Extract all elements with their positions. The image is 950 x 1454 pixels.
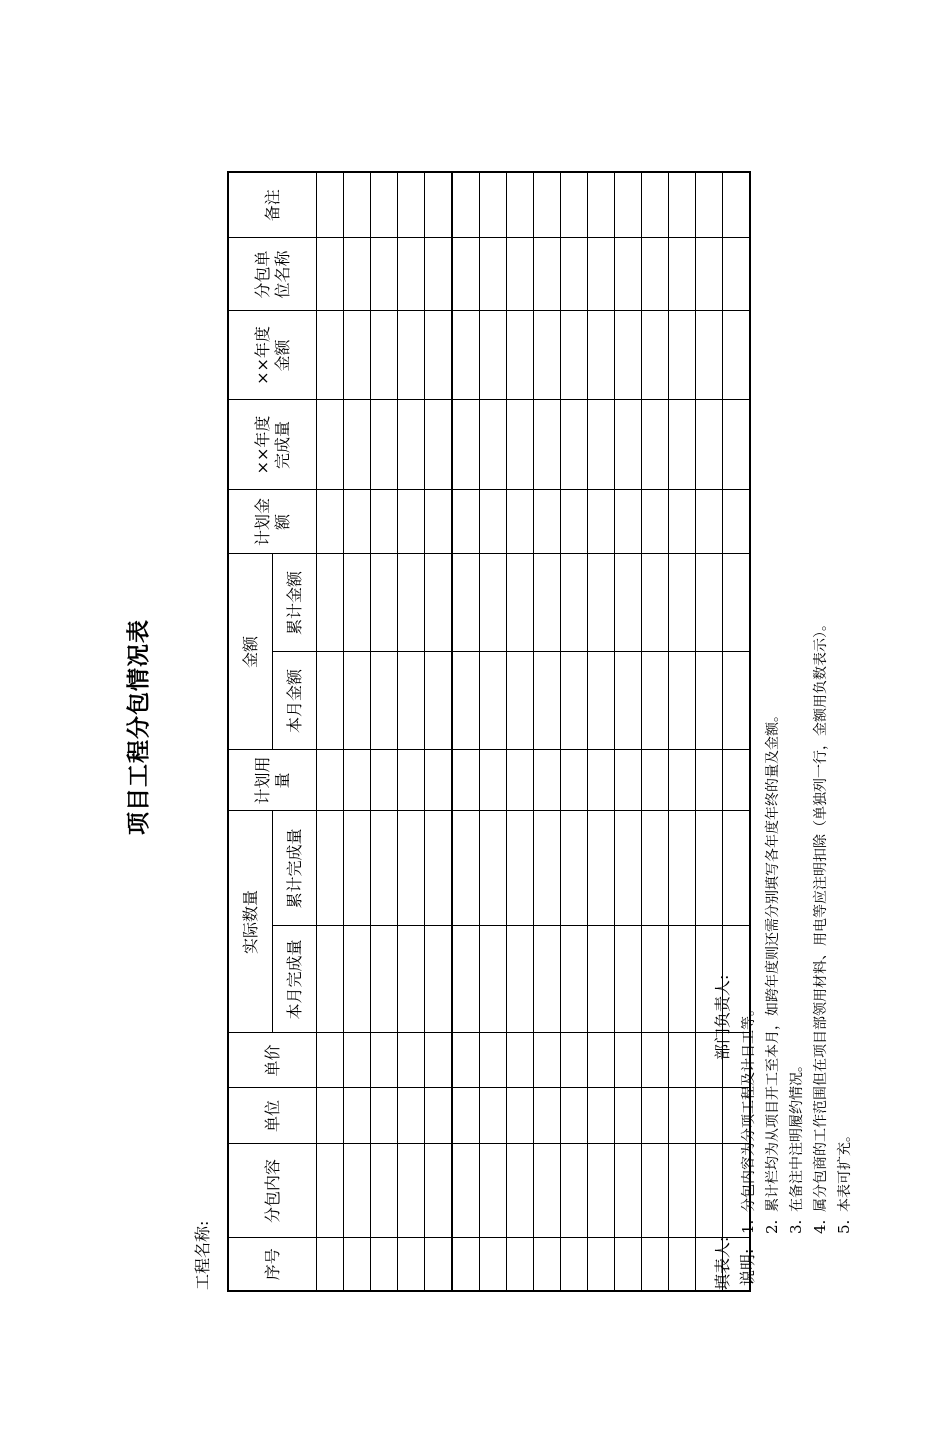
table-cell (452, 926, 480, 1033)
table-cell (642, 1144, 669, 1238)
table-cell (398, 1238, 425, 1291)
table-cell (588, 1088, 615, 1144)
table-cell (642, 1088, 669, 1144)
table-cell (452, 652, 480, 750)
table-row (615, 172, 642, 1291)
table-cell (317, 811, 344, 926)
table-cell (588, 1144, 615, 1238)
table-cell (398, 1033, 425, 1088)
table-cell (371, 238, 398, 311)
table-cell (561, 400, 588, 490)
table-cell (561, 1144, 588, 1238)
table-cell (398, 926, 425, 1033)
table-cell (669, 1033, 696, 1088)
table-cell (534, 172, 561, 238)
note-number: 2. (763, 1219, 781, 1234)
table-cell (642, 926, 669, 1033)
table-cell (425, 172, 453, 238)
table-cell (534, 926, 561, 1033)
header-cum-done: 累计完成量 (273, 811, 317, 926)
table-cell (669, 311, 696, 400)
table-cell (561, 554, 588, 652)
table-row (561, 172, 588, 1291)
table-cell (425, 400, 453, 490)
table-cell (480, 554, 507, 652)
table-cell (723, 490, 751, 554)
table-row (534, 172, 561, 1291)
table-cell (371, 490, 398, 554)
table-cell (452, 1144, 480, 1238)
table-cell (480, 238, 507, 311)
table-cell (696, 652, 723, 750)
table-cell (344, 554, 371, 652)
table-cell (344, 400, 371, 490)
table-cell (696, 490, 723, 554)
header-seq: 序号 (228, 1238, 317, 1291)
table-row (344, 172, 371, 1291)
header-price: 单价 (228, 1033, 317, 1088)
table-cell (669, 1088, 696, 1144)
table-cell (398, 172, 425, 238)
table-cell (398, 490, 425, 554)
page-title: 项目工程分包情况表 (126, 619, 152, 835)
table-cell (615, 1088, 642, 1144)
table-cell (507, 311, 534, 400)
table-cell (317, 1033, 344, 1088)
table-cell (317, 400, 344, 490)
table-cell (534, 311, 561, 400)
table-cell (425, 1033, 453, 1088)
note-item (761, 617, 785, 1286)
table-cell (642, 652, 669, 750)
table-cell (507, 1144, 534, 1238)
table-cell (480, 1088, 507, 1144)
table-cell (480, 926, 507, 1033)
note-text: 分包内容为分项工程及计日工等。 (741, 1002, 757, 1212)
table-cell (507, 400, 534, 490)
table-cell (398, 400, 425, 490)
table-cell (534, 400, 561, 490)
table-cell (371, 1144, 398, 1238)
table-cell (344, 311, 371, 400)
header-content: 分包内容 (228, 1144, 317, 1238)
table-cell (317, 1144, 344, 1238)
table-cell (588, 750, 615, 811)
table-cell (669, 811, 696, 926)
table-cell (425, 238, 453, 311)
table-cell (452, 1088, 480, 1144)
table-cell (425, 1144, 453, 1238)
table-cell (588, 1033, 615, 1088)
table-cell (480, 172, 507, 238)
table-cell (425, 926, 453, 1033)
table-cell (561, 750, 588, 811)
table-cell (480, 311, 507, 400)
table-cell (480, 490, 507, 554)
table-cell (344, 1033, 371, 1088)
header-plan-amount: 计划金 额 (228, 490, 317, 554)
table-cell (642, 311, 669, 400)
table-cell (561, 926, 588, 1033)
table-cell (398, 311, 425, 400)
table-cell (507, 811, 534, 926)
table-cell (317, 172, 344, 238)
table-cell (561, 1088, 588, 1144)
table-cell (452, 750, 480, 811)
table-body (317, 172, 751, 1291)
table-cell (344, 750, 371, 811)
table-cell (480, 1033, 507, 1088)
header-unit: 单位 (228, 1088, 317, 1144)
header-month-done: 本月完成量 (273, 926, 317, 1033)
table-cell (452, 311, 480, 400)
table-cell (480, 811, 507, 926)
table-cell (588, 172, 615, 238)
table-cell (696, 554, 723, 652)
table-cell (507, 652, 534, 750)
table-cell (317, 750, 344, 811)
table-cell (507, 238, 534, 311)
table-cell (344, 811, 371, 926)
table-cell (507, 1238, 534, 1291)
table-cell (452, 172, 480, 238)
table-cell (317, 311, 344, 400)
table-row (588, 172, 615, 1291)
table-cell (561, 1238, 588, 1291)
table-cell (507, 1033, 534, 1088)
table-cell (642, 238, 669, 311)
note-item (785, 617, 809, 1286)
table-cell (669, 1144, 696, 1238)
table-cell (507, 1088, 534, 1144)
table-row (642, 172, 669, 1291)
table-cell (534, 1238, 561, 1291)
table-cell (669, 172, 696, 238)
subcontract-table (227, 171, 751, 1292)
table-cell (425, 490, 453, 554)
table-cell (317, 1088, 344, 1144)
table-row (398, 172, 425, 1291)
table-cell (371, 1033, 398, 1088)
table-cell (534, 554, 561, 652)
table-cell (371, 750, 398, 811)
table-cell (507, 926, 534, 1033)
table-cell (561, 490, 588, 554)
table-cell (534, 750, 561, 811)
table-cell (642, 554, 669, 652)
table-cell (669, 400, 696, 490)
table-cell (534, 238, 561, 311)
table-cell (561, 652, 588, 750)
table-cell (344, 238, 371, 311)
table-cell (425, 652, 453, 750)
notes (736, 617, 857, 1286)
table-cell (615, 652, 642, 750)
table-cell (642, 400, 669, 490)
table-cell (561, 311, 588, 400)
note-number: 5. (835, 1219, 853, 1234)
header-cum-amount: 累计金额 (273, 554, 317, 652)
project-name-label: 工程名称: (193, 1220, 212, 1290)
table-cell (398, 1088, 425, 1144)
table-cell (642, 172, 669, 238)
table-cell (615, 172, 642, 238)
header-remark: 备注 (228, 172, 317, 238)
table-cell (696, 311, 723, 400)
table-cell (398, 554, 425, 652)
table-cell (371, 926, 398, 1033)
table-cell (669, 490, 696, 554)
table-cell (371, 811, 398, 926)
table-cell (615, 1238, 642, 1291)
table-cell (669, 238, 696, 311)
table-cell (398, 652, 425, 750)
table-row (425, 172, 453, 1291)
header-month-amount: 本月金额 (273, 652, 317, 750)
table-cell (615, 926, 642, 1033)
table-cell (398, 750, 425, 811)
table-cell (615, 400, 642, 490)
table-cell (452, 400, 480, 490)
note-text: 本表可扩充。 (837, 1128, 853, 1212)
table-cell (425, 811, 453, 926)
note-item (736, 617, 761, 1286)
table-cell (696, 811, 723, 926)
table-cell (317, 926, 344, 1033)
table-cell (344, 1238, 371, 1291)
table-cell (723, 238, 751, 311)
table-cell (642, 1033, 669, 1088)
table-cell (669, 750, 696, 811)
notes-label: 说明: (738, 1248, 757, 1286)
note-number: 4. (811, 1219, 829, 1234)
note-item (833, 617, 857, 1286)
table-cell (588, 811, 615, 926)
table-cell (452, 811, 480, 926)
table-cell (696, 750, 723, 811)
table-cell (669, 554, 696, 652)
table-cell (317, 1238, 344, 1291)
table-cell (723, 172, 751, 238)
header-year-done: ××年度 完成量 (228, 400, 317, 490)
table-row (669, 172, 696, 1291)
table-cell (480, 1238, 507, 1291)
table-cell (561, 172, 588, 238)
table-cell (723, 400, 751, 490)
table-cell (344, 926, 371, 1033)
table-cell (425, 311, 453, 400)
table-cell (317, 490, 344, 554)
note-text: 属分包商的工作范围但在项目部领用材料、用电等应注明扣除（单独列一行，金额用负数表示）。 (813, 617, 829, 1212)
table-cell (452, 1238, 480, 1291)
table-cell (588, 926, 615, 1033)
table-cell (425, 554, 453, 652)
table-cell (507, 750, 534, 811)
table-cell (615, 750, 642, 811)
table-cell (425, 1088, 453, 1144)
table-cell (615, 1144, 642, 1238)
table-cell (534, 652, 561, 750)
table-cell (507, 490, 534, 554)
table-cell (371, 172, 398, 238)
header-plan-qty: 计划用 量 (228, 750, 317, 811)
table-cell (371, 400, 398, 490)
table-cell (588, 490, 615, 554)
table-cell (696, 400, 723, 490)
header-subcontractor-name: 分包单 位名称 (228, 238, 317, 311)
table-cell (425, 1238, 453, 1291)
table-cell (317, 238, 344, 311)
table-cell (615, 238, 642, 311)
table-cell (642, 811, 669, 926)
table-cell (696, 172, 723, 238)
table-cell (398, 238, 425, 311)
table-cell (344, 172, 371, 238)
table-cell (615, 1033, 642, 1088)
table-cell (480, 750, 507, 811)
note-item (809, 617, 833, 1286)
table-cell (398, 811, 425, 926)
table-cell (561, 1033, 588, 1088)
table-cell (588, 1238, 615, 1291)
table-row (317, 172, 344, 1291)
table-cell (452, 490, 480, 554)
table-cell (588, 311, 615, 400)
note-number: 3. (787, 1219, 805, 1234)
note-text: 累计栏均为从项目开工至本月，如跨年度则还需分别填写各年度年终的量及金额。 (765, 708, 781, 1212)
table-cell (642, 750, 669, 811)
table-cell (344, 490, 371, 554)
header-row-1 (228, 172, 273, 1291)
table-row (452, 172, 480, 1291)
table-cell (480, 1144, 507, 1238)
table-cell (398, 1144, 425, 1238)
table-cell (344, 652, 371, 750)
table-cell (588, 400, 615, 490)
table-cell (696, 238, 723, 311)
table-cell (588, 554, 615, 652)
table-cell (615, 811, 642, 926)
note-text: 在备注中注明履约情况。 (789, 1058, 805, 1212)
table-cell (669, 926, 696, 1033)
table-cell (534, 1088, 561, 1144)
table-row (480, 172, 507, 1291)
table-cell (507, 554, 534, 652)
table-cell (669, 1238, 696, 1291)
table-cell (534, 1144, 561, 1238)
table-cell (534, 490, 561, 554)
header-year-amount: ××年度 金额 (228, 311, 317, 400)
header-actual-qty: 实际数量 (228, 811, 273, 1033)
table-cell (480, 400, 507, 490)
table-cell (317, 652, 344, 750)
table-cell (588, 652, 615, 750)
table-cell (452, 554, 480, 652)
table-cell (344, 1088, 371, 1144)
signers-line (710, 975, 733, 1290)
table-cell (344, 1144, 371, 1238)
dept-head-label: 部门负责人: (713, 974, 732, 1060)
table-cell (371, 1088, 398, 1144)
table-cell (561, 238, 588, 311)
table-row (371, 172, 398, 1291)
table-cell (425, 750, 453, 811)
table-cell (615, 554, 642, 652)
table-cell (534, 811, 561, 926)
header-amount: 金额 (228, 554, 273, 750)
filler-label: 填表人: (713, 1236, 732, 1290)
table-cell (452, 1033, 480, 1088)
table-cell (371, 1238, 398, 1291)
table-cell (615, 490, 642, 554)
table-row (507, 172, 534, 1291)
note-number: 1. (739, 1219, 757, 1234)
table-cell (317, 554, 344, 652)
table-cell (588, 238, 615, 311)
table-cell (615, 311, 642, 400)
table-cell (480, 652, 507, 750)
table-cell (669, 652, 696, 750)
table-cell (507, 172, 534, 238)
table-cell (371, 311, 398, 400)
table-cell (561, 811, 588, 926)
table-cell (371, 554, 398, 652)
table-cell (371, 652, 398, 750)
table-cell (452, 238, 480, 311)
table-cell (534, 1033, 561, 1088)
table-cell (642, 490, 669, 554)
table-cell (642, 1238, 669, 1291)
table-cell (723, 311, 751, 400)
